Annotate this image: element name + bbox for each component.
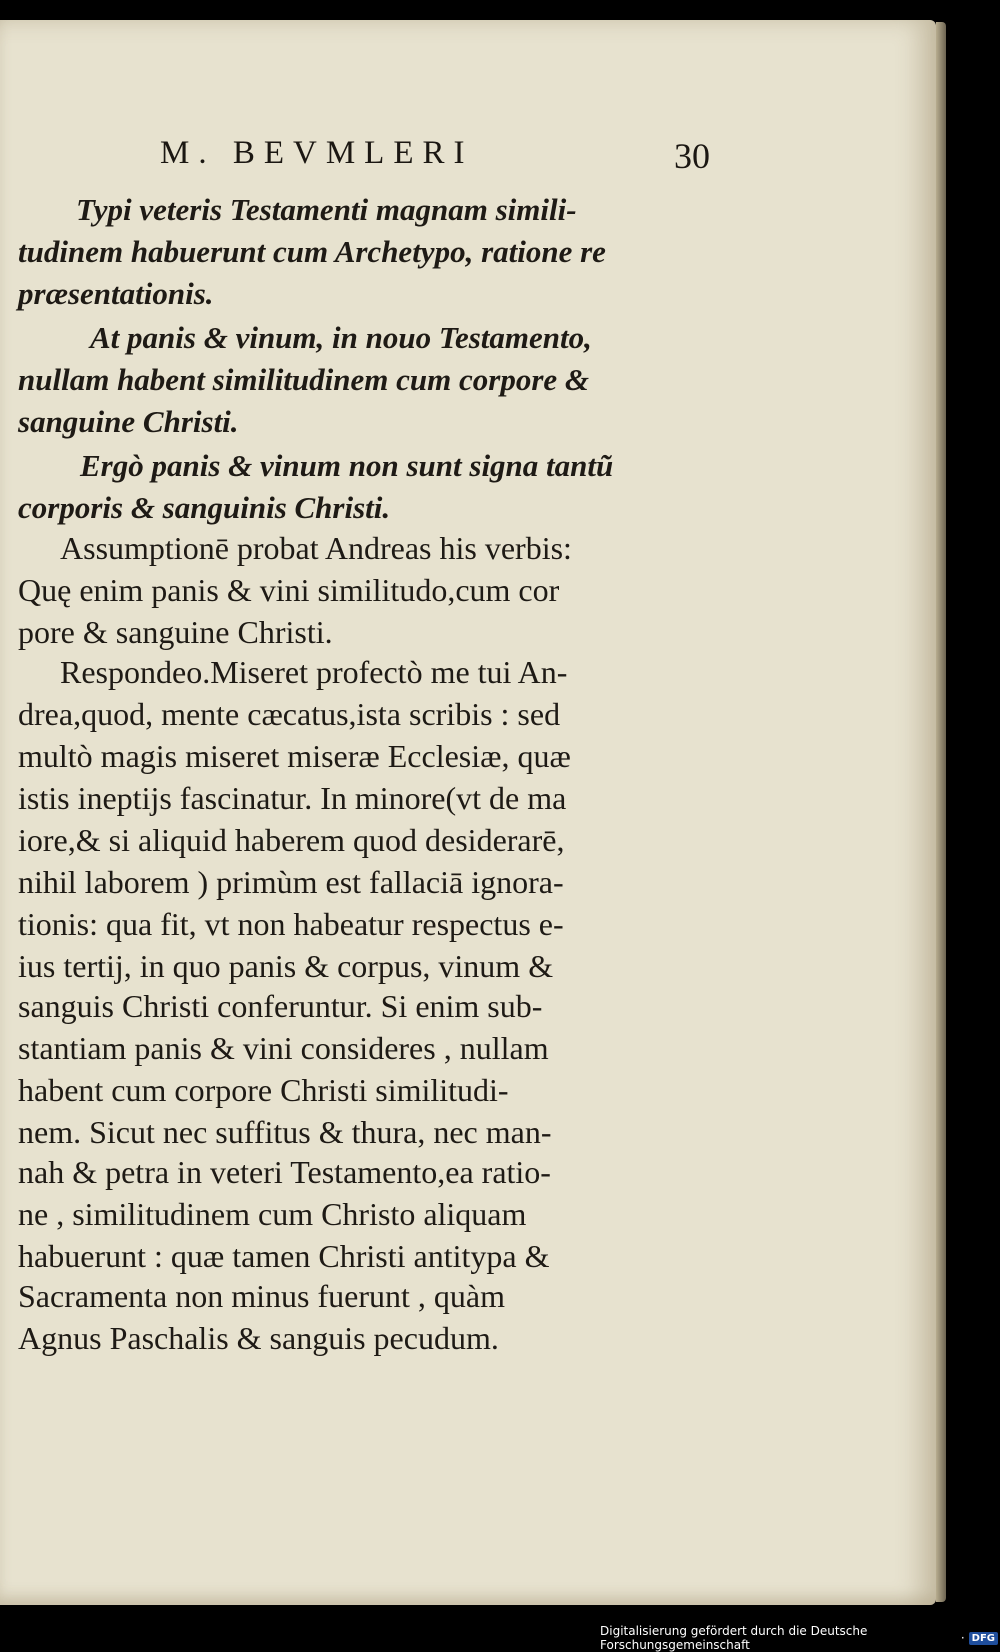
text-line: tionis: qua fit, vt non habeatur respectus e- [18, 906, 564, 942]
text-line: multò magis miseret miseræ Ecclesiæ, quæ [18, 738, 571, 774]
text-line: nihil laborem ) primùm est fallaciā ignora- [18, 864, 564, 900]
text-line: corporis & sanguinis Christi. [18, 490, 391, 525]
page-number: 30 [674, 136, 710, 176]
text-line: habuerunt : quæ tamen Christi antitypa & [18, 1238, 550, 1274]
text-line: stantiam panis & vini consideres , nullam [18, 1030, 549, 1066]
text-line: tudinem habuerunt cum Archetypo, ratione re [18, 234, 606, 269]
text-line: ius tertij, in quo panis & corpus, vinum & [18, 948, 554, 984]
text-line: ne , similitudinem cum Christo aliquam [18, 1196, 527, 1232]
text-line: Agnus Paschalis & sanguis pecudum. [18, 1320, 499, 1356]
text-line: sanguis Christi conferuntur. Si enim sub- [18, 988, 543, 1024]
text-line: nah & petra in veteri Testamento,ea ratio- [18, 1154, 551, 1190]
text-line: habent cum corpore Christi similitudi- [18, 1072, 509, 1108]
page-edge [936, 22, 946, 1602]
footer-credit: Digitalisierung gefördert durch die Deutsche Forschungsgemeinschaft [600, 1624, 868, 1652]
text-line: pore & sanguine Christi. [18, 614, 333, 650]
text-line: Assumptionē probat Andreas his verbis: [60, 530, 572, 566]
text-line: Quę enim panis & vini similitudo,cum cor [18, 572, 560, 608]
text-line: iore,& si aliquid haberem quod desiderarē, [18, 822, 565, 858]
page-header [160, 135, 710, 185]
text-line: Respondeo.Miseret profectò me tui An- [60, 654, 568, 690]
text-line: sanguine Christi. [18, 404, 239, 439]
text-line: præsentationis. [18, 276, 214, 311]
dfg-logo-icon: DFG [969, 1632, 998, 1645]
text-line: At panis & vinum, in nouo Testamento, [90, 320, 592, 355]
text-line: istis ineptijs fascinatur. In minore(vt de ma [18, 780, 567, 816]
text-line: drea,quod, mente cæcatus,ista scribis : sed [18, 696, 561, 732]
text-line: Typi veteris Testamenti magnam simili- [76, 192, 577, 227]
text-line: Sacramenta non minus fuerunt , quàm [18, 1278, 505, 1314]
text-line: nullam habent similitudinem cum corpore & [18, 362, 590, 397]
book-page [0, 20, 936, 1605]
digitization-footer: Digitalisierung gefördert durch die Deutsche Forschungsgemeinschaft · DFG [600, 1629, 998, 1647]
running-title: M. BEVMLERI [160, 135, 474, 171]
text-line: Ergò panis & vinum non sunt signa tantũ [80, 448, 614, 483]
text-line: nem. Sicut nec suffitus & thura, nec man- [18, 1114, 552, 1150]
